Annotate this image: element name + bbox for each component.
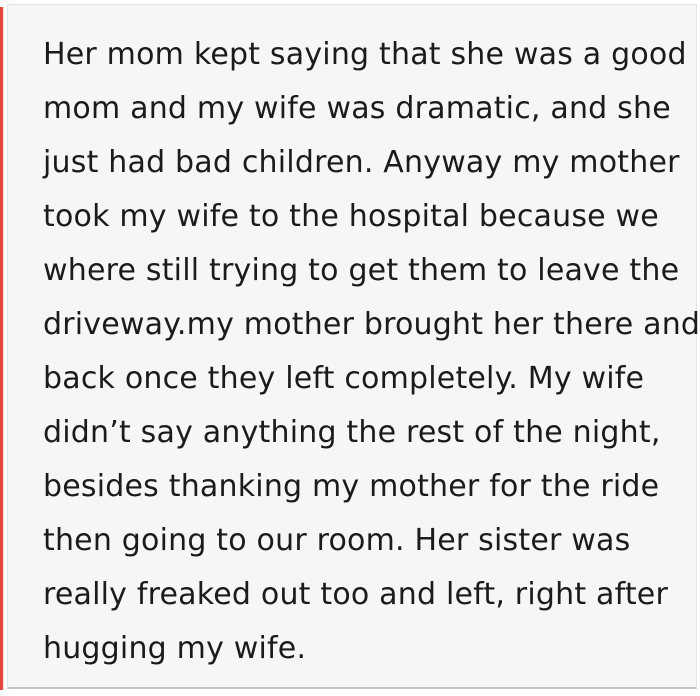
quote-line: took my wife to the hospital because we	[43, 199, 659, 234]
quote-card	[7, 4, 700, 689]
quote-line: really freaked out too and left, right after	[43, 577, 669, 612]
quote-line: hugging my wife.	[43, 631, 307, 666]
quote-line: just had bad children. Anyway my mother	[43, 145, 680, 180]
quote-line: besides thanking my mother for the ride	[43, 469, 660, 504]
quote-line: didn’t say anything the rest of the night,	[43, 415, 661, 450]
quote-line: Her mom kept saying that she was a good	[43, 37, 687, 72]
quote-line: then going to our room. Her sister was	[43, 523, 631, 558]
quote-line: back once they left completely. My wife	[43, 361, 645, 396]
quote-line: where still trying to get them to leave the	[43, 253, 680, 288]
blockquote-accent-line	[0, 7, 3, 690]
quote-text-block	[8, 5, 700, 696]
quote-line: driveway.my mother brought her there and	[43, 307, 700, 342]
quote-line: mom and my wife was dramatic, and she	[43, 91, 671, 126]
